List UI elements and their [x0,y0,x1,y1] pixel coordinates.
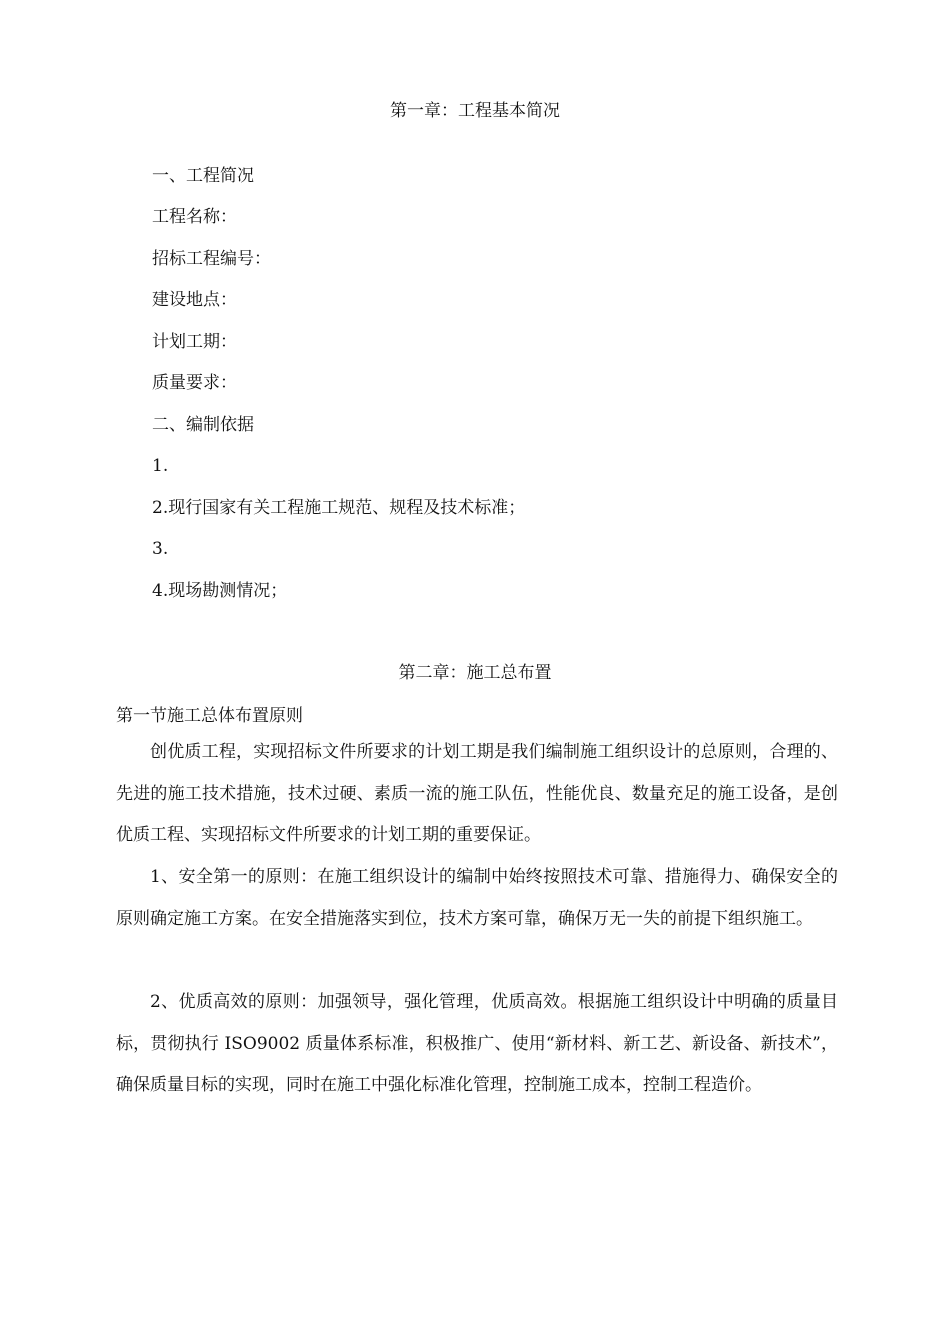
field-construction-site: 建设地点： [152,290,237,310]
paragraph-quality-principle: 2、优质高效的原则：加强领导，强化管理，优质高效。根据施工组织设计中明确的质量目标，贯彻执行 ISO9002 质量体系标准，积极推广、使用“新材料、新工艺、新设备、新技术”，确保质量目标的实现，同时在施工中强化标准化管理，控制施工成本，控制工程造价。 [116,992,838,1095]
chapter1-title: 第一章：工程基本简况 [390,101,560,121]
basis-item-4: 4.现场勘测情况； [152,581,288,601]
section-title-principles: 第一节施工总体布置原则 [116,706,303,726]
basis-item-2: 2.现行国家有关工程施工规范、规程及技术标准； [152,498,526,518]
paragraph-safety-principle: 1、安全第一的原则：在施工组织设计的编制中始终按照技术可靠、措施得力、确保安全的原则确定施工方案。在安全措施落实到位，技术方案可靠，确保万无一失的前提下组织施工。 [116,867,838,929]
field-planned-duration: 计划工期： [152,332,237,352]
field-project-name: 工程名称： [152,207,237,227]
paragraph-intro: 创优质工程，实现招标文件所要求的计划工期是我们编制施工组织设计的总原则，合理的、先进的施工技术措施，技术过硬、素质一流的施工队伍，性能优良、数量充足的施工设备，是创优质工程、实现招标文件所要求的计划工期的重要保证。 [116,742,838,845]
basis-item-1: 1. [152,456,169,476]
section-heading-overview: 一、工程简况 [152,166,254,186]
field-tender-number: 招标工程编号： [152,249,271,269]
field-quality-requirement: 质量要求： [152,373,237,393]
chapter2-title: 第二章：施工总布置 [398,663,552,683]
basis-item-3: 3. [152,539,169,559]
section-heading-basis: 二、编制依据 [152,415,254,435]
